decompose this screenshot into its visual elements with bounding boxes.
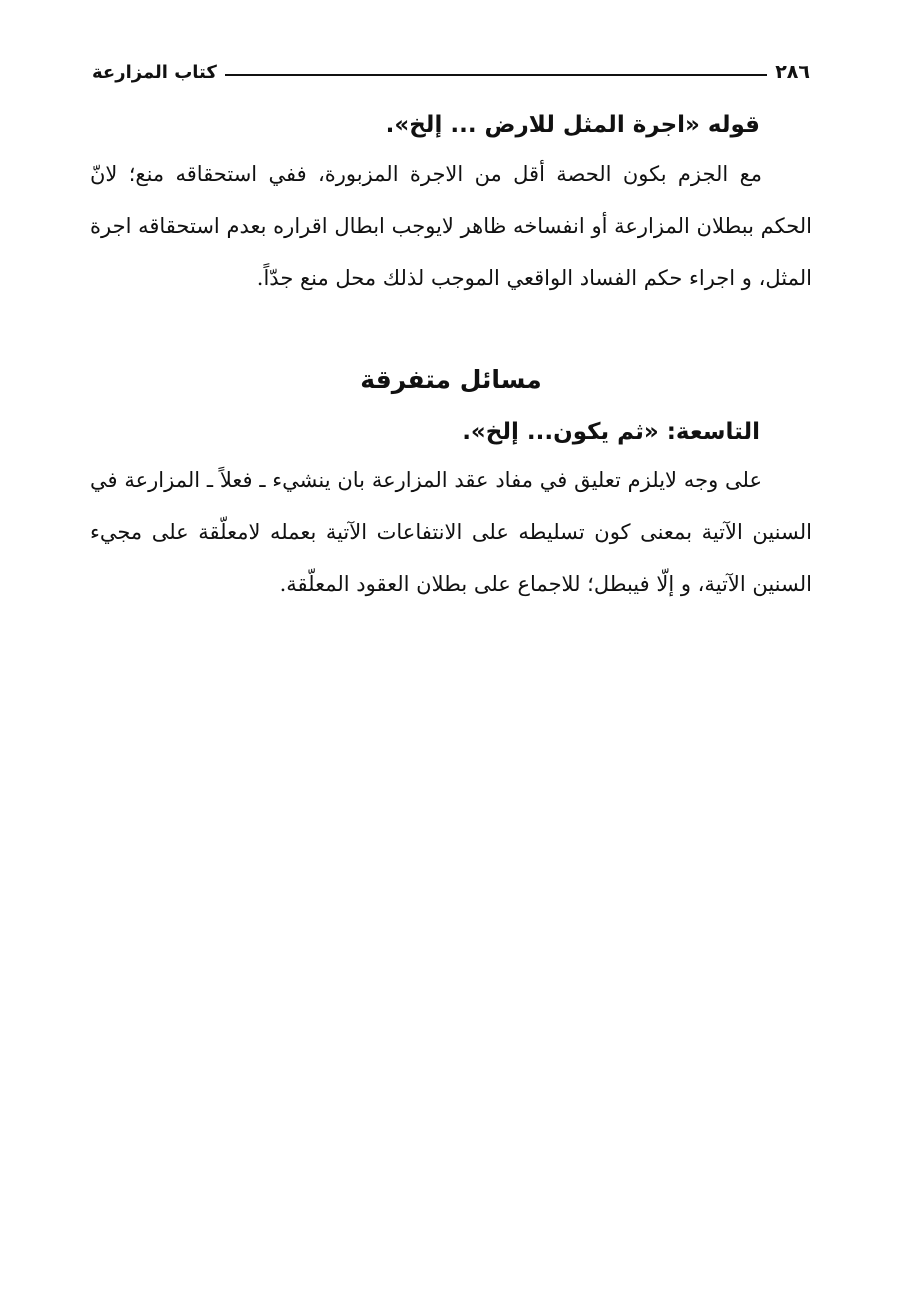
page-number: ٢٨٦ [775,61,810,83]
header-rule [225,74,767,76]
section-heading: مسائل متفرقة [360,365,542,394]
lemma-heading: قوله «اجرة المثل للارض ... إلخ». [385,112,760,138]
issue-paragraph [90,454,812,610]
running-head [92,52,810,92]
issue-heading: التاسعة: «ثم يكون... إلخ». [462,419,760,445]
book-title: كتاب المزارعة [92,61,217,83]
issue-text: على وجه لايلزم تعليق في مفاد عقد المزارعة بان ينشيء ـ فعلاً ـ المزارعة في السنين الآتية بمعنى كون تسليطه على الانتفاعات الآتية بعمله لامعلّقة على مجيء السنين الآتية، و إلّا فيبطل؛ للاجماع على بطلان العقود المعلّقة. [90,468,812,596]
page-content [90,102,812,610]
commentary-paragraph [90,148,812,304]
commentary-text: مع الجزم بكون الحصة أقل من الاجرة المزبورة، ففي استحقاقه منع؛ لانّ الحكم ببطلان المزارعة أو انفساخه ظاهر لايوجب ابطال اقراره بعدم استحقاقه اجرة المثل، و اجراء حكم الفساد الواقعي الموجب لذلك محل منع جدّاً. [90,162,812,290]
